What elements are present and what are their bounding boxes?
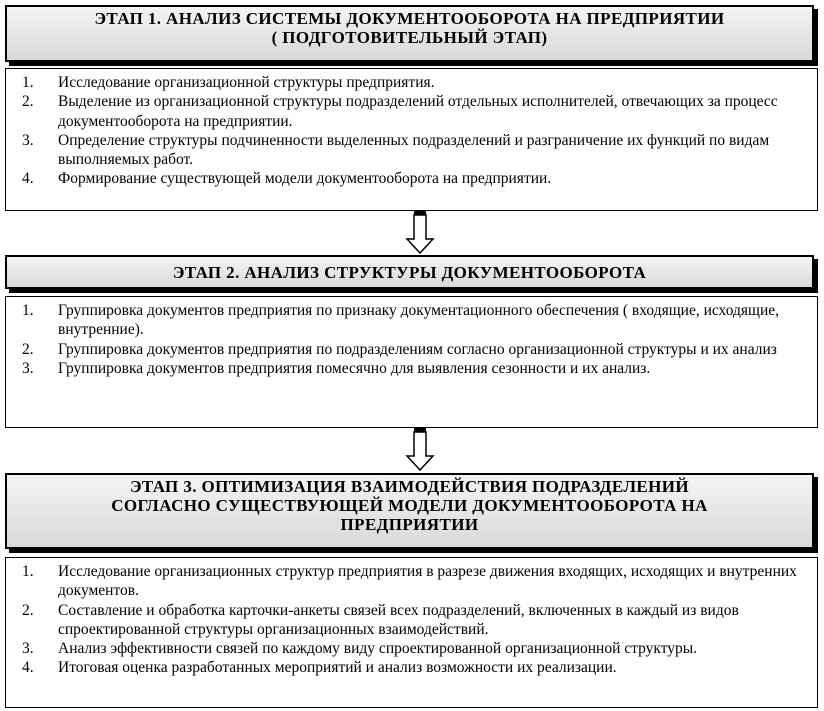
list-item: 1. Исследование организационной структуры предприятия. [22,74,435,91]
list-item: 3. Анализ эффективности связей по каждому виду спроектированной организационной структуры. [22,640,698,658]
stage-3-title-line-3: ПРЕДПРИЯТИИ [340,515,479,534]
list-item: 4. Итоговая оценка разработанных мероприятий и анализ возможности их реализации. [22,659,617,677]
stage-2-tasks [5,296,818,428]
stage-2-header [5,255,814,289]
down-arrow-icon [405,211,435,255]
down-arrow-icon [405,428,435,472]
stage-1-tasks [5,68,818,211]
list-item: 1. Группировка документов предприятия по признаку документационного обеспечения ( входящие, исходящие, внутренние). [22,302,780,339]
stage-1-header [5,5,814,62]
list-item: 3. Группировка документов предприятия помесячно для выявления сезонности и их анализ. [22,359,651,377]
stage-3-tasks [5,557,818,708]
stage-3-title-line-2: СОГЛАСНО СУЩЕСТВУЮЩЕЙ МОДЕЛИ ДОКУМЕНТООБОРОТА НА [111,496,708,515]
list-item: 2. Группировка документов предприятия по подразделениям согласно организационной структуры и их анализ [22,340,777,358]
list-item: 4. Формирование существующей модели документооборота на предприятии. [22,170,552,188]
list-item: 1. Исследование организационных структур предприятия в разрезе движения входящих, исходящих и внутренних документов. [22,563,797,600]
stage-3-title-line-1: ЭТАП 3. ОПТИМИЗАЦИЯ ВЗАИМОДЕЙСТВИЯ ПОДРАЗДЕЛЕНИЙ [129,477,690,496]
list-item: 2. Выделение из организационной структуры подразделений отдельных исполнителей, отвечающих за процесс документооборота на предприятии. [22,93,778,130]
stage-1-title-line-2: ( ПОДГОТОВИТЕЛЬНЫЙ ЭТАП) [271,28,548,47]
list-item: 2. Составление и обработка карточки-анкеты связей всех подразделений, включенных в каждый из видов спроектированной структуры организационных взаимодействий. [22,601,739,638]
stage-3-header [5,473,814,549]
stage-1-title-line-1: ЭТАП 1. АНАЛИЗ СИСТЕМЫ ДОКУМЕНТООБОРОТА НА ПРЕДПРИЯТИИ [94,9,725,28]
stage-2-title: ЭТАП 2. АНАЛИЗ СТРУКТУРЫ ДОКУМЕНТООБОРОТА [172,263,647,282]
list-item: 3. Определение структуры подчиненности выделенных подразделений и разграничение их функций по видам выполняемых работ. [22,131,770,169]
